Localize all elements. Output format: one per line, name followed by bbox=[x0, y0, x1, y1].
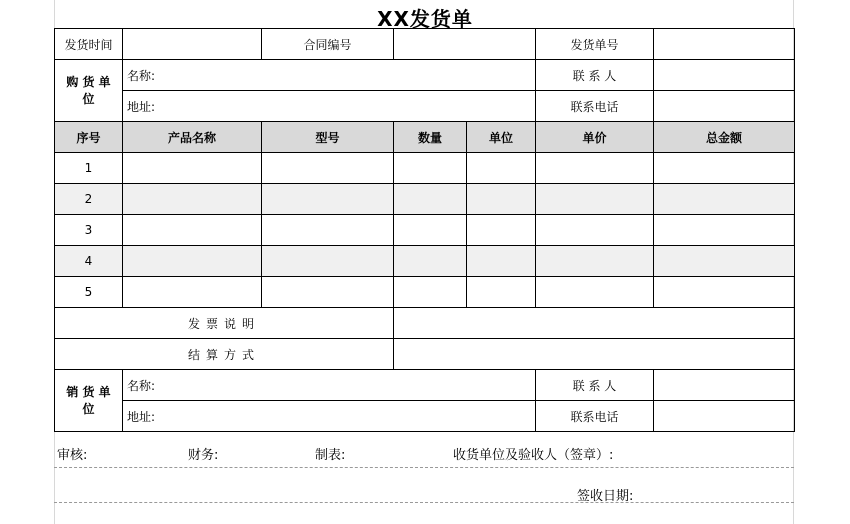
buyer-address-row bbox=[55, 91, 795, 122]
cell-total[interactable] bbox=[654, 153, 795, 184]
seller-label-line1: 销 货 单 bbox=[66, 384, 111, 399]
row-no: 5 bbox=[55, 277, 123, 308]
seller-contact-label: 联 系 人 bbox=[536, 370, 654, 401]
cell-unit[interactable] bbox=[467, 246, 536, 277]
settlement-row bbox=[55, 339, 795, 370]
cell-product[interactable] bbox=[123, 277, 262, 308]
header-info-row bbox=[55, 29, 795, 60]
cell-total[interactable] bbox=[654, 277, 795, 308]
cell-qty[interactable] bbox=[394, 277, 467, 308]
seller-name-row bbox=[55, 370, 795, 401]
cell-product[interactable] bbox=[123, 215, 262, 246]
cell-total[interactable] bbox=[654, 184, 795, 215]
seller-label bbox=[55, 370, 123, 432]
col-header-no: 序号 bbox=[55, 122, 123, 153]
cell-qty[interactable] bbox=[394, 184, 467, 215]
col-header-total: 总金额 bbox=[654, 122, 795, 153]
col-header-unit: 单位 bbox=[467, 122, 536, 153]
cell-qty[interactable] bbox=[394, 215, 467, 246]
delivery-note-table bbox=[54, 28, 795, 432]
prepared-label: 制表: bbox=[315, 448, 346, 463]
seller-name-field[interactable]: 名称: bbox=[123, 370, 536, 401]
cell-unit[interactable] bbox=[467, 277, 536, 308]
ship-time-label: 发货时间 bbox=[55, 29, 123, 60]
cell-unit[interactable] bbox=[467, 215, 536, 246]
contract-no-label: 合同编号 bbox=[262, 29, 394, 60]
cell-price[interactable] bbox=[536, 215, 654, 246]
cell-model[interactable] bbox=[262, 153, 394, 184]
cell-unit[interactable] bbox=[467, 184, 536, 215]
settlement-field[interactable] bbox=[394, 339, 795, 370]
buyer-phone-field[interactable] bbox=[654, 91, 795, 122]
table-row bbox=[55, 153, 795, 184]
ship-no-field[interactable] bbox=[654, 29, 795, 60]
cell-qty[interactable] bbox=[394, 153, 467, 184]
col-header-product: 产品名称 bbox=[123, 122, 262, 153]
contract-no-field[interactable] bbox=[394, 29, 536, 60]
seller-phone-field[interactable] bbox=[654, 401, 795, 432]
row-no: 3 bbox=[55, 215, 123, 246]
ship-time-field[interactable] bbox=[123, 29, 262, 60]
buyer-address-field[interactable]: 地址: bbox=[123, 91, 536, 122]
cell-price[interactable] bbox=[536, 277, 654, 308]
buyer-phone-label: 联系电话 bbox=[536, 91, 654, 122]
cell-price[interactable] bbox=[536, 184, 654, 215]
dotted-divider bbox=[54, 502, 794, 503]
column-header-row bbox=[55, 122, 795, 153]
finance-label: 财务: bbox=[188, 448, 219, 463]
row-no: 1 bbox=[55, 153, 123, 184]
buyer-label bbox=[55, 60, 123, 122]
table-row bbox=[55, 246, 795, 277]
receiver-sign-label: 收货单位及验收人（签章）: bbox=[453, 448, 614, 463]
invoice-note-label: 发票说明 bbox=[55, 308, 394, 339]
table-row bbox=[55, 184, 795, 215]
seller-address-field[interactable]: 地址: bbox=[123, 401, 536, 432]
cell-model[interactable] bbox=[262, 215, 394, 246]
buyer-label-line2: 位 bbox=[82, 91, 95, 106]
seller-label-line2: 位 bbox=[82, 401, 95, 416]
col-header-price: 单价 bbox=[536, 122, 654, 153]
dotted-divider bbox=[54, 467, 794, 468]
settlement-label: 结算方式 bbox=[55, 339, 394, 370]
cell-model[interactable] bbox=[262, 277, 394, 308]
invoice-note-row bbox=[55, 308, 795, 339]
seller-phone-label: 联系电话 bbox=[536, 401, 654, 432]
review-label: 审核: bbox=[57, 448, 88, 463]
seller-address-row bbox=[55, 401, 795, 432]
receive-date-label: 签收日期: bbox=[577, 489, 634, 504]
cell-product[interactable] bbox=[123, 184, 262, 215]
cell-qty[interactable] bbox=[394, 246, 467, 277]
table-row bbox=[55, 277, 795, 308]
cell-total[interactable] bbox=[654, 215, 795, 246]
buyer-name-row bbox=[55, 60, 795, 91]
buyer-name-field[interactable]: 名称: bbox=[123, 60, 536, 91]
table-row bbox=[55, 215, 795, 246]
document-title: XX发货单 bbox=[377, 7, 473, 31]
buyer-contact-field[interactable] bbox=[654, 60, 795, 91]
col-header-model: 型号 bbox=[262, 122, 394, 153]
seller-contact-field[interactable] bbox=[654, 370, 795, 401]
cell-product[interactable] bbox=[123, 246, 262, 277]
cell-price[interactable] bbox=[536, 246, 654, 277]
col-header-qty: 数量 bbox=[394, 122, 467, 153]
ship-no-label: 发货单号 bbox=[536, 29, 654, 60]
cell-total[interactable] bbox=[654, 246, 795, 277]
cell-unit[interactable] bbox=[467, 153, 536, 184]
buyer-label-line1: 购 货 单 bbox=[66, 74, 111, 89]
row-no: 4 bbox=[55, 246, 123, 277]
row-no: 2 bbox=[55, 184, 123, 215]
cell-model[interactable] bbox=[262, 184, 394, 215]
cell-price[interactable] bbox=[536, 153, 654, 184]
invoice-note-field[interactable] bbox=[394, 308, 795, 339]
buyer-contact-label: 联 系 人 bbox=[536, 60, 654, 91]
cell-model[interactable] bbox=[262, 246, 394, 277]
cell-product[interactable] bbox=[123, 153, 262, 184]
